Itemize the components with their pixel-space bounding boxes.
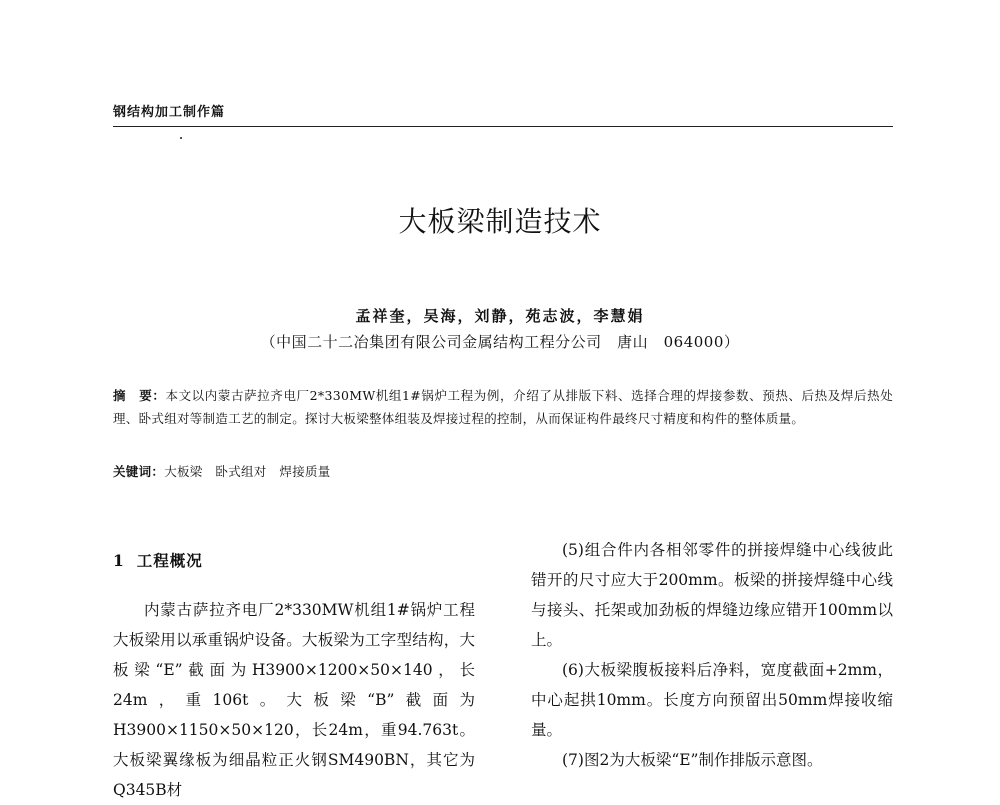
right-column-item-7: (7)图2为大板梁“E”制作排版示意图。 (562, 751, 823, 769)
section-1-title: 工程概况 (136, 551, 203, 570)
abstract (113, 384, 893, 430)
abstract-text: 本文以内蒙古萨拉齐电厂2*330MW机组1#锅炉工程为例，介绍了从排版下料、选择合理的焊接参数、预热、后热及焊后热处理、卧式组对等制造工艺的制定。探讨大板梁整体组装及焊接过程的控制，从而保证构件最终尺寸精度和构件的整体质量。 (113, 388, 893, 426)
running-header-section-label: 钢结构加工制作篇 (113, 105, 226, 120)
paper-title: 大板梁制造技术 (398, 205, 602, 238)
section-1-number: 1 (113, 551, 125, 570)
right-column-item-5: (5)组合件内各相邻零件的拼接焊缝中心线彼此错开的尺寸应大于200mm。板梁的拼接焊缝中心线与接头、托架或加劲板的焊缝边缘应错开100mm以上。 (531, 541, 893, 649)
scan-speck (180, 137, 182, 139)
keywords-text: 大板梁 卧式组对 焊接质量 (164, 464, 331, 479)
keywords-label: 关键词： (113, 464, 165, 479)
authors: 孟祥奎，吴海，刘静，苑志波，李慧娟 (355, 307, 645, 325)
right-column-item-6: (6)大板梁腹板接料后净料，宽度截面+2mm，中心起拱10mm。长度方向预留出50mm焊接收缩量。 (531, 661, 893, 739)
header-rule (113, 126, 893, 127)
keywords (113, 462, 893, 480)
section-1-paragraph: 内蒙古萨拉齐电厂2*330MW机组1#锅炉工程大板梁用以承重锅炉设备。大板梁为工字型结构，大板梁“E”截面为H3900×1200×50×140，长24m，重106t。大板梁“B”截面为H3900×1150×50×120，长24m，重94.763t。大板梁翼缘板为细晶粒正火钢SM490BN，其它为Q345B材 (113, 601, 475, 799)
right-column (531, 535, 893, 775)
left-column (113, 595, 475, 805)
section-1-heading (113, 549, 203, 571)
affiliation: （中国二十二冶集团有限公司金属结构工程分公司 唐山 064000） (260, 333, 740, 351)
abstract-label: 摘 要： (113, 388, 166, 403)
